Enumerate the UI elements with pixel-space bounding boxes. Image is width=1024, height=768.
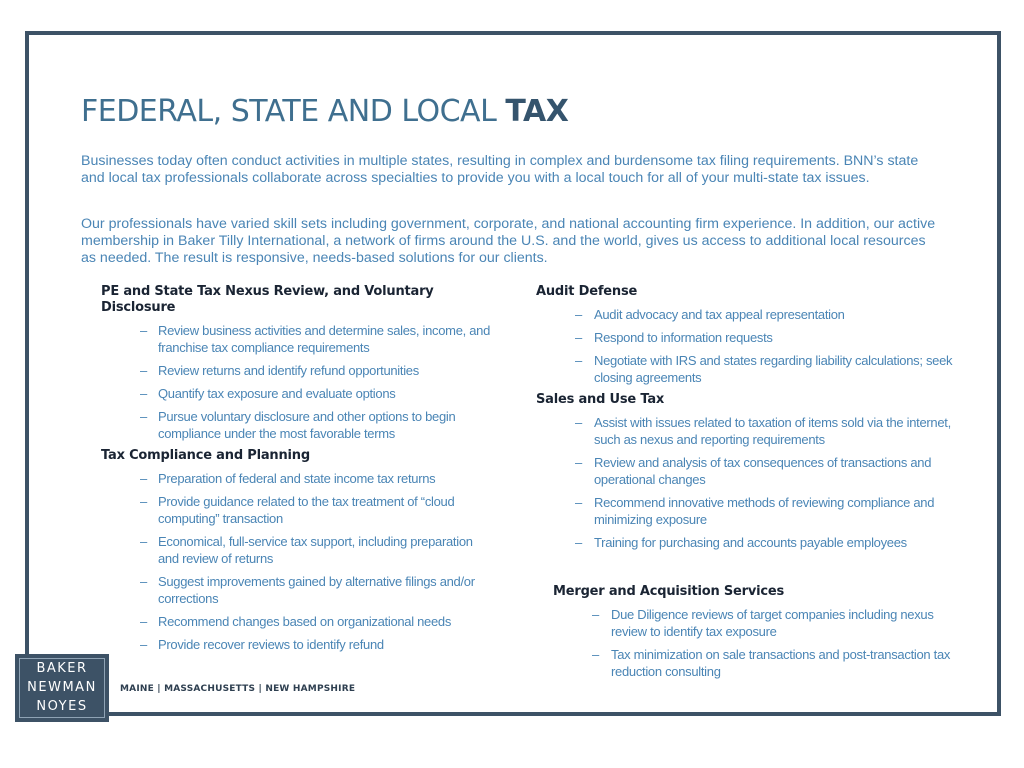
sales-use-tax-list [536, 414, 956, 551]
section-heading-nexus-review: PE and State Tax Nexus Review, and Voluntary Disclosure [101, 284, 434, 315]
list-item: – Suggest improvements gained by alternative filings and/or corrections [140, 574, 475, 606]
list-item: – Assist with issues related to taxation of items sold via the internet, such as nexus and reporting requirements [575, 415, 951, 447]
dash-bullet: – [575, 535, 582, 550]
list-item: – Recommend changes based on organizational needs [140, 614, 452, 629]
nexus-review-list [101, 322, 491, 442]
list-item: – Due Diligence reviews of target companies including nexus review to identify tax exposure [592, 607, 934, 639]
dash-bullet: – [140, 409, 147, 424]
title-bold: TAX [505, 94, 569, 129]
dash-bullet: – [140, 363, 147, 378]
dash-bullet: – [140, 534, 147, 549]
list-item: – Recommend innovative methods of reviewing compliance and minimizing exposure [575, 495, 935, 527]
dash-bullet: – [140, 637, 147, 652]
list-item: – Pursue voluntary disclosure and other options to begin compliance under the most favorable terms [140, 409, 456, 441]
list-item: – Audit advocacy and tax appeal representation [575, 307, 845, 322]
list-item: – Review and analysis of tax consequences of transactions and operational changes [575, 455, 932, 487]
dash-bullet: – [575, 415, 582, 430]
section-heading-merger-acquisition: Merger and Acquisition Services [553, 584, 785, 599]
dash-bullet: – [592, 607, 599, 622]
dash-bullet: – [575, 330, 582, 345]
right-column [536, 284, 956, 557]
baker-newman-noyes-logo [15, 654, 109, 722]
list-item: – Economical, full-service tax support, including preparation and review of returns [140, 534, 473, 566]
list-item: – Provide recover reviews to identify refund [140, 637, 384, 652]
list-item: – Negotiate with IRS and states regarding liability calculations; seek closing agreements [575, 353, 953, 385]
dash-bullet: – [140, 323, 147, 338]
list-item: – Training for purchasing and accounts payable employees [575, 535, 907, 550]
intro-paragraph-1: Businesses today often conduct activities in multiple states, resulting in complex and burdensome tax filing requirements. BNN’s state and local tax professionals collaborate across specialties to provide you with a local touch for all of your multi-state tax issues. [81, 153, 919, 186]
dash-bullet: – [140, 494, 147, 509]
dash-bullet: – [140, 614, 147, 629]
merger-acquisition-list [553, 606, 953, 680]
dash-bullet: – [575, 307, 582, 322]
dash-bullet: – [575, 495, 582, 510]
section-heading-audit-defense: Audit Defense [536, 284, 638, 299]
section-heading-tax-compliance: Tax Compliance and Planning [101, 448, 310, 463]
logo-word-baker: BAKER [36, 661, 88, 676]
tax-compliance-list [101, 470, 491, 653]
dash-bullet: – [140, 471, 147, 486]
page-title [81, 94, 568, 129]
list-item: – Preparation of federal and state income tax returns [140, 471, 436, 486]
left-column [101, 284, 491, 659]
title-regular: FEDERAL, STATE AND LOCAL [81, 94, 506, 129]
list-item: – Quantify tax exposure and evaluate options [140, 386, 396, 401]
list-item: – Review business activities and determine sales, income, and franchise tax compliance requirements [140, 323, 491, 355]
list-item: – Review returns and identify refund opportunities [140, 363, 419, 378]
logo-word-newman: NEWMAN [27, 680, 97, 695]
intro-paragraph-2: Our professionals have varied skill sets including government, corporate, and national accounting firm experience. In addition, our active membership in Baker Tilly International, a network of firms around the U.S. and the world, gives us access to additional local resources as needed. The result is responsive, needs-based solutions for our clients. [81, 216, 936, 266]
logo-word-noyes: NOYES [36, 699, 88, 714]
dash-bullet: – [140, 386, 147, 401]
dash-bullet: – [575, 353, 582, 368]
dash-bullet: – [140, 574, 147, 589]
list-item: – Respond to information requests [575, 330, 773, 345]
audit-defense-list [536, 306, 956, 386]
section-heading-sales-use-tax: Sales and Use Tax [536, 392, 665, 407]
footer-states: MAINE | MASSACHUSETTS | NEW HAMPSHIRE [120, 684, 356, 694]
list-item: – Provide guidance related to the tax treatment of “cloud computing” transaction [140, 494, 455, 526]
merger-acquisition-section [553, 584, 953, 686]
dash-bullet: – [592, 647, 599, 662]
dash-bullet: – [575, 455, 582, 470]
list-item: – Tax minimization on sale transactions and post-transaction tax reduction consulting [592, 647, 951, 679]
